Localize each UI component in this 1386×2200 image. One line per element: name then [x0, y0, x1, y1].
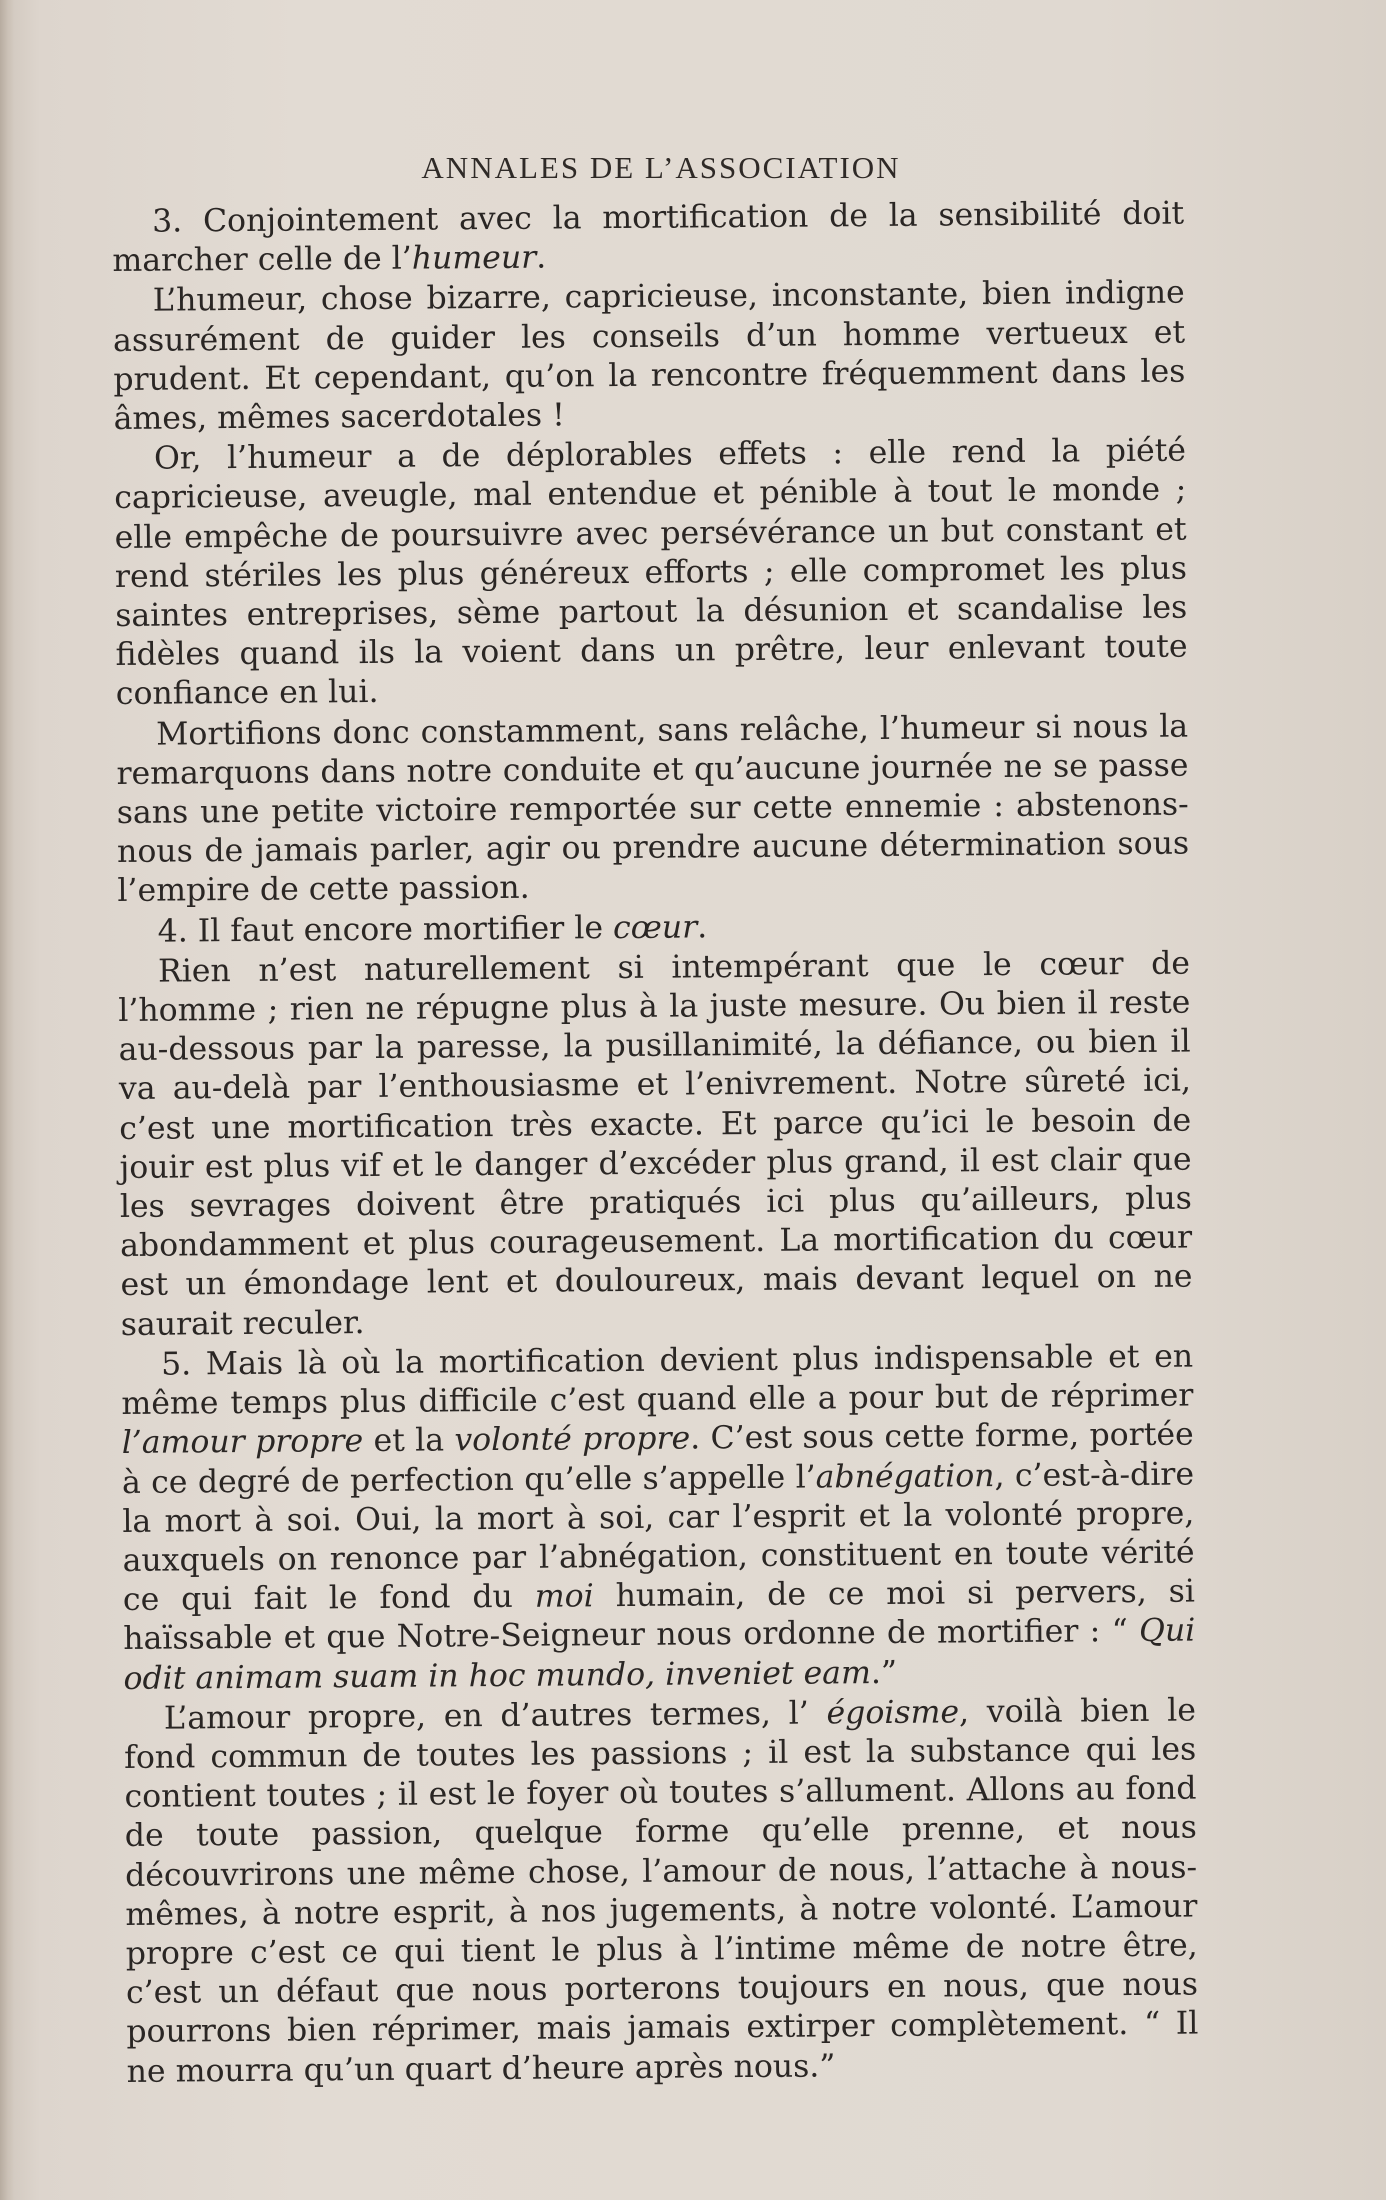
paragraph-5-text-b: . — [697, 909, 708, 946]
paragraph-6 — [118, 944, 1193, 1344]
paragraph-7-italic-amour-propre: l’amour propre — [121, 1423, 364, 1462]
paragraph-8-text-a: L’amour propre, en d’autres termes, l’ — [163, 1695, 827, 1737]
body-text — [112, 195, 1199, 2092]
paragraph-1 — [112, 195, 1185, 282]
paragraph-2-text: L’humeur, chose bizarre, capricieuse, inconstante, bien indigne assurément de guider les conseils d’un homme vertueux et prudent. Et cependant, qu’on la rencontre fréquemment dans les âmes, mêmes sacerdotales ! — [112, 274, 1186, 438]
paragraph-1-text-a: 3. Conjointement avec la mortification de la sensibilité doit marcher celle de l’ — [112, 195, 1185, 280]
paragraph-7-italic-abnegation: abnégation — [815, 1457, 995, 1496]
paragraph-7-italic-volonte-propre: volonté propre — [454, 1420, 691, 1459]
paragraph-8-italic-egoisme: égoisme — [826, 1694, 960, 1732]
binding-edge — [0, 0, 14, 2200]
paragraph-4 — [116, 707, 1190, 911]
paragraph-5-text-a: 4. Il faut encore mortifier le — [157, 909, 614, 950]
paragraph-8 — [124, 1691, 1199, 2091]
paragraph-4-text: Mortifions donc constamment, sans relâche, l’humeur si nous la remarquons dans notre conduite et qu’aucune journée ne se passe sans une petite victoire remportée sur cette ennemie : abstenons-nous de jamais parler, agir ou prendre aucune détermination sous l’empire de cette passion. — [116, 708, 1190, 910]
paragraph-2 — [113, 274, 1186, 439]
paragraph-7 — [121, 1337, 1196, 1698]
paragraph-8-text-b: , voilà bien le fond commun de toutes les passions ; il est la substance qui les contient toutes ; il est le foyer où toutes s’allument. Allons au fond de toute passion, quelque forme qu’elle prenne, et nous découvrirons une même chose, l’amour de nous, l’attache à nous-mêmes, à notre esprit, à nos jugements, à notre volonté. L’amour propre c’est ce qui tient le plus à l’intime même de notre être, c’est un défaut que nous porterons toujours en nous, que nous pourrons bien réprimer, mais jamais extirper complètement. “ Il ne mourra qu’un quart d’heure après nous.” — [124, 1692, 1199, 2090]
paragraph-3-text: Or, l’humeur a de déplorables effets : elle rend la piété capricieuse, aveugle, mal entendue et pénible à tout le monde ; elle empêche de poursuivre avec persévérance un but constant et rend stériles les plus généreux efforts ; elle compromet les plus saintes entreprises, sème partout la désunion et scandalise les fidèles quand ils la voient dans un prêtre, leur enlevant toute confiance en lui. — [114, 432, 1188, 713]
paragraph-7-text-a: 5. Mais là où la mortification devient plus indispensable et en même temps plus difficile c’est quand elle a pour but de réprimer — [121, 1338, 1194, 1423]
paragraph-7-text-c: . C’est sous cette forme, portée à ce degré de perfection qu’elle s’appelle l’ — [121, 1416, 1194, 1501]
paragraph-7-text-b: et la — [363, 1422, 455, 1460]
paragraph-5-italic-coeur: cœur — [612, 909, 698, 946]
paragraph-3 — [114, 432, 1188, 715]
paragraph-7-italic-moi: moi — [534, 1578, 594, 1615]
running-head: ANNALES DE L’ASSOCIATION — [421, 150, 901, 185]
paragraph-7-text-d: , c’est-à-dire la mort à soi. Oui, la mort à soi, car l’esprit et la volonté propre, auxquels on renonce par l’abnégation, constituent en toute vérité ce qui fait le fond du — [122, 1456, 1195, 1619]
paragraph-1-italic-humeur: humeur — [411, 239, 537, 277]
paragraph-7-italic-latin-quote: Qui odit animam suam in hoc mundo, inveniet eam — [123, 1612, 1196, 1697]
paragraph-7-text-e: humain, de ce moi si pervers, si haïssable et que Notre-Seigneur nous ordonne de mortifier : “ — [123, 1573, 1196, 1658]
paragraph-7-text-f: .” — [870, 1654, 898, 1691]
paragraph-6-text: Rien n’est naturellement si intempérant que le cœur de l’homme ; rien ne répugne plus à la juste mesure. Ou bien il reste au-dessous par la paresse, la pusillanimité, la défiance, ou bien il va au-delà par l’enthousiasme et l’enivrement. Notre sûreté ici, c’est une mortification très exacte. Et parce qu’ici le besoin de jouir est plus vif et le danger d’excéder plus grand, il est clair que les sevrages doivent être pratiqués ici plus qu’ailleurs, plus abondamment et plus courageusement. La mortification du cœur est un émondage lent et douloureux, mais devant lequel on ne saurait reculer. — [118, 945, 1193, 1343]
paragraph-1-text-b: . — [536, 239, 547, 276]
